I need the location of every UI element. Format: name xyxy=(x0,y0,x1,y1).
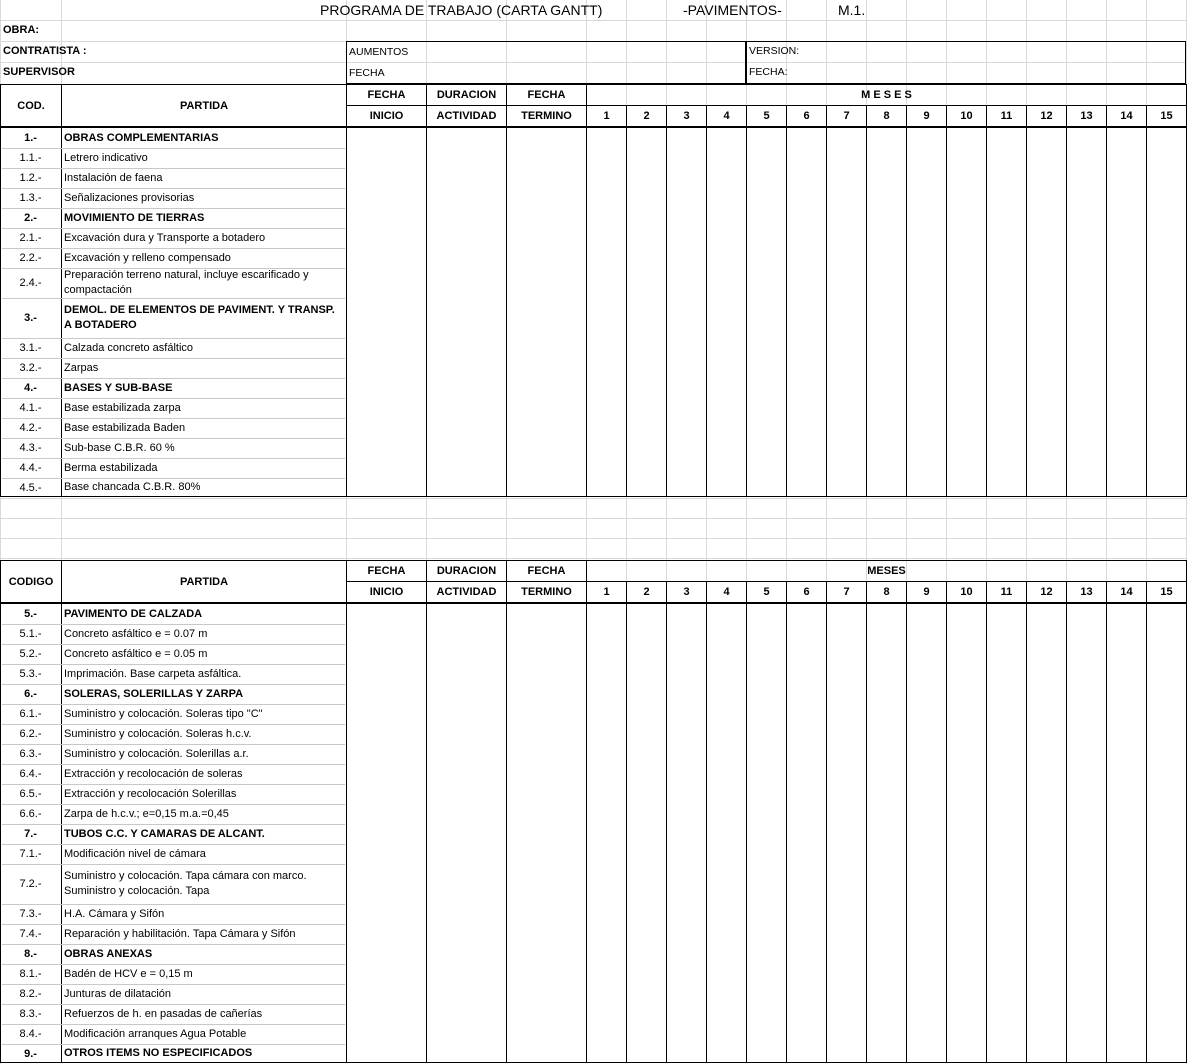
t1-row-partida: BASES Y SUB-BASE xyxy=(64,381,173,394)
t2-month-column-10[interactable] xyxy=(946,603,987,1063)
t1-row-code: 4.- xyxy=(24,382,37,394)
t1-row-code: 3.1.- xyxy=(19,342,42,354)
contratista-label: CONTRATISTA : xyxy=(3,45,87,57)
t2-row-partida: H.A. Cámara y Sifón xyxy=(64,907,165,920)
t1-month-column-2[interactable] xyxy=(626,127,667,497)
aumentos-label: AUMENTOS xyxy=(349,46,409,58)
t1-month-11: 11 xyxy=(986,105,1027,127)
t2-col-fecha-termino-top: FECHA xyxy=(506,560,587,582)
t1-row-partida: Excavación dura y Transporte a botadero xyxy=(64,231,266,244)
t2-month-9: 9 xyxy=(906,581,947,603)
t1-month-5: 5 xyxy=(746,105,787,127)
t1-month-9: 9 xyxy=(906,105,947,127)
t2-row-code: 7.- xyxy=(24,828,37,840)
t1-month-13: 13 xyxy=(1066,105,1107,127)
t1-row-code: 3.- xyxy=(24,312,37,324)
t1-col-code: COD. xyxy=(0,84,62,127)
t1-row-code: 4.5.- xyxy=(19,481,42,494)
t1-month-column-7[interactable] xyxy=(826,127,867,497)
t1-meses-header: M E S E S xyxy=(586,84,1187,106)
t2-row-code: 6.4.- xyxy=(19,768,42,780)
t2-month-15: 15 xyxy=(1146,581,1187,603)
t2-month-column-9[interactable] xyxy=(906,603,947,1063)
t2-date-column-3[interactable] xyxy=(506,603,587,1063)
t2-month-column-14[interactable] xyxy=(1106,603,1147,1063)
t1-row-partida: Excavación y relleno compensado xyxy=(64,251,231,264)
t2-col-fecha-inicio-bottom: INICIO xyxy=(346,581,427,603)
t2-row-code: 7.3.- xyxy=(19,908,42,920)
t1-col-fecha-inicio-top: FECHA xyxy=(346,84,427,106)
page-subtitle: -PAVIMENTOS- xyxy=(683,2,782,18)
t2-row-partida: Suministro y colocación. Soleras h.c.v. xyxy=(64,727,252,740)
t1-row-code: 1.3.- xyxy=(19,192,42,204)
t1-row-code: 4.4.- xyxy=(19,462,42,474)
t1-month-6: 6 xyxy=(786,105,827,127)
t1-month-column-6[interactable] xyxy=(786,127,827,497)
t2-row-code: 6.1.- xyxy=(19,708,42,720)
t2-row-partida: PAVIMENTO DE CALZADA xyxy=(64,607,203,620)
supervisor-label: SUPERVISOR xyxy=(3,66,75,78)
t1-month-column-9[interactable] xyxy=(906,127,947,497)
t2-month-14: 14 xyxy=(1106,581,1147,603)
t1-month-column-4[interactable] xyxy=(706,127,747,497)
t2-month-6: 6 xyxy=(786,581,827,603)
t2-month-4: 4 xyxy=(706,581,747,603)
t1-month-10: 10 xyxy=(946,105,987,127)
t2-row-code: 7.1.- xyxy=(19,848,42,860)
sheet-code: M.1. xyxy=(838,2,866,18)
t1-row-code: 4.3.- xyxy=(19,442,42,454)
t1-row-code: 4.2.- xyxy=(19,422,42,434)
t2-month-5: 5 xyxy=(746,581,787,603)
t1-row-partida: Zarpas xyxy=(64,361,99,374)
t1-row-partida: Letrero indicativo xyxy=(64,151,148,164)
t2-row-code: 6.3.- xyxy=(19,748,42,760)
t2-row-code: 8.3.- xyxy=(19,1008,42,1020)
t2-month-column-3[interactable] xyxy=(666,603,707,1063)
t1-row-code: 2.- xyxy=(24,212,37,224)
t2-row-code: 5.- xyxy=(24,608,37,620)
t2-month-13: 13 xyxy=(1066,581,1107,603)
t2-row-partida: SOLERAS, SOLERILLAS Y ZARPA xyxy=(64,687,244,700)
t1-row-code: 2.2.- xyxy=(19,252,42,264)
t2-month-12: 12 xyxy=(1026,581,1067,603)
t2-row-code: 6.- xyxy=(24,688,37,700)
t1-month-column-12[interactable] xyxy=(1026,127,1067,497)
t2-month-column-1[interactable] xyxy=(586,603,627,1063)
t1-row-code: 2.4.- xyxy=(19,277,42,289)
t2-month-column-7[interactable] xyxy=(826,603,867,1063)
t2-row-partida: Modificación arranques Agua Potable xyxy=(64,1027,247,1040)
t2-month-column-12[interactable] xyxy=(1026,603,1067,1063)
t2-row-code: 5.2.- xyxy=(19,648,42,660)
fecha-label: FECHA xyxy=(349,67,385,79)
t2-month-1: 1 xyxy=(586,581,627,603)
t2-month-2: 2 xyxy=(626,581,667,603)
t1-row-partida: Preparación terreno natural, incluye escarificado y compactación xyxy=(64,269,309,296)
t2-col-code: CODIGO xyxy=(0,560,62,603)
t1-col-partida: PARTIDA xyxy=(61,84,347,127)
obra-label: OBRA: xyxy=(3,24,40,36)
t2-month-column-4[interactable] xyxy=(706,603,747,1063)
t1-row-partida: Instalación de faena xyxy=(64,171,163,184)
t2-month-column-2[interactable] xyxy=(626,603,667,1063)
t1-col-duracion-top: DURACION xyxy=(426,84,507,106)
t2-row-code: 8.4.- xyxy=(19,1028,42,1040)
t2-row-partida: Junturas de dilatación xyxy=(64,987,172,1000)
t1-row-partida: Señalizaciones provisorias xyxy=(64,191,195,204)
t2-month-3: 3 xyxy=(666,581,707,603)
t2-row-partida: OTROS ITEMS NO ESPECIFICADOS xyxy=(64,1047,253,1059)
t2-row-partida: Badén de HCV e = 0,15 m xyxy=(64,967,193,980)
t2-col-fecha-inicio-top: FECHA xyxy=(346,560,427,582)
version-box xyxy=(746,41,1186,84)
t2-row-code: 9.- xyxy=(24,1047,37,1060)
t1-month-column-10[interactable] xyxy=(946,127,987,497)
t2-col-partida: PARTIDA xyxy=(61,560,347,603)
t2-row-partida: Zarpa de h.c.v.; e=0,15 m.a.=0,45 xyxy=(64,807,229,820)
t1-row-partida: DEMOL. DE ELEMENTOS DE PAVIMENT. Y TRANSP. A BOTADERO xyxy=(64,304,335,331)
t2-col-fecha-termino-bottom: TERMINO xyxy=(506,581,587,603)
t1-row-partida: Base chancada C.B.R. 80% xyxy=(64,481,201,493)
t1-month-column-14[interactable] xyxy=(1106,127,1147,497)
t1-month-14: 14 xyxy=(1106,105,1147,127)
t2-month-column-8[interactable] xyxy=(866,603,907,1063)
t1-row-partida: Berma estabilizada xyxy=(64,461,158,474)
t2-row-code: 6.2.- xyxy=(19,728,42,740)
t1-month-column-1[interactable] xyxy=(586,127,627,497)
t2-date-column-2[interactable] xyxy=(426,603,507,1063)
t2-row-partida: OBRAS ANEXAS xyxy=(64,947,153,960)
fecha2-label: FECHA: xyxy=(749,66,788,78)
t2-row-code: 7.4.- xyxy=(19,928,42,940)
page-title: PROGRAMA DE TRABAJO (CARTA GANTT) xyxy=(320,2,603,18)
t1-row-partida: Calzada concreto asfáltico xyxy=(64,341,194,354)
t2-meses-header: MESES xyxy=(586,560,1187,582)
t1-month-column-11[interactable] xyxy=(986,127,1027,497)
t2-row-partida: Concreto asfáltico e = 0.05 m xyxy=(64,647,208,660)
t1-row-partida: OBRAS COMPLEMENTARIAS xyxy=(64,131,219,144)
t2-row-partida: Extracción y recolocación de soleras xyxy=(64,767,243,780)
t1-col-fecha-inicio-bottom: INICIO xyxy=(346,105,427,127)
t1-month-column-8[interactable] xyxy=(866,127,907,497)
t1-col-fecha-termino-top: FECHA xyxy=(506,84,587,106)
t1-date-column-1[interactable] xyxy=(346,127,427,497)
t1-row-code: 4.1.- xyxy=(19,402,42,414)
t1-month-2: 2 xyxy=(626,105,667,127)
t2-row-partida: Suministro y colocación. Tapa cámara con marco. Suministro y colocación. Tapa xyxy=(64,870,307,897)
t1-row-partida: Base estabilizada zarpa xyxy=(64,401,181,414)
t1-row-code: 1.1.- xyxy=(19,152,42,164)
t1-row-code: 1.- xyxy=(24,132,37,144)
t2-row-partida: Suministro y colocación. Soleras tipo "C" xyxy=(64,707,263,720)
t1-month-column-13[interactable] xyxy=(1066,127,1107,497)
t2-month-column-13[interactable] xyxy=(1066,603,1107,1063)
t1-month-8: 8 xyxy=(866,105,907,127)
t1-row-partida: Sub-base C.B.R. 60 % xyxy=(64,441,175,454)
t2-row-partida: Concreto asfáltico e = 0.07 m xyxy=(64,627,208,640)
t1-row-code: 2.1.- xyxy=(19,232,42,244)
t1-col-duracion-bottom: ACTIVIDAD xyxy=(426,105,507,127)
t2-row-code: 5.3.- xyxy=(19,668,42,680)
t2-row-code: 8.1.- xyxy=(19,968,42,980)
t2-month-8: 8 xyxy=(866,581,907,603)
t1-month-column-15[interactable] xyxy=(1146,127,1187,497)
t2-month-column-5[interactable] xyxy=(746,603,787,1063)
version-label: VERSION: xyxy=(749,45,800,57)
t2-month-column-6[interactable] xyxy=(786,603,827,1063)
t2-col-duracion-bottom: ACTIVIDAD xyxy=(426,581,507,603)
t2-row-partida: Reparación y habilitación. Tapa Cámara y Sifón xyxy=(64,927,296,940)
t1-row-code: 3.2.- xyxy=(19,362,42,374)
t1-month-12: 12 xyxy=(1026,105,1067,127)
t1-month-column-5[interactable] xyxy=(746,127,787,497)
t2-row-partida: Extracción y recolocación Solerillas xyxy=(64,787,237,800)
t2-month-column-15[interactable] xyxy=(1146,603,1187,1063)
t1-row-partida: Base estabilizada Baden xyxy=(64,421,186,434)
t2-month-column-11[interactable] xyxy=(986,603,1027,1063)
t2-row-code: 6.5.- xyxy=(19,788,42,800)
t2-row-code: 8.2.- xyxy=(19,988,42,1000)
t1-date-column-3[interactable] xyxy=(506,127,587,497)
t1-row-partida: MOVIMIENTO DE TIERRAS xyxy=(64,211,205,224)
t1-month-4: 4 xyxy=(706,105,747,127)
t2-row-code: 7.2.- xyxy=(19,878,42,890)
t2-month-10: 10 xyxy=(946,581,987,603)
t1-col-fecha-termino-bottom: TERMINO xyxy=(506,105,587,127)
t2-month-11: 11 xyxy=(986,581,1027,603)
t2-row-partida: Refuerzos de h. en pasadas de cañerías xyxy=(64,1007,263,1020)
t2-row-code: 6.6.- xyxy=(19,808,42,820)
t2-row-partida: Modificación nivel de cámara xyxy=(64,847,206,860)
t1-month-15: 15 xyxy=(1146,105,1187,127)
t2-row-partida: TUBOS C.C. Y CAMARAS DE ALCANT. xyxy=(64,827,265,840)
t2-row-partida: Imprimación. Base carpeta asfáltica. xyxy=(64,667,242,680)
t1-month-column-3[interactable] xyxy=(666,127,707,497)
t1-month-3: 3 xyxy=(666,105,707,127)
t2-col-duracion-top: DURACION xyxy=(426,560,507,582)
t1-date-column-2[interactable] xyxy=(426,127,507,497)
t2-row-partida: Suministro y colocación. Solerillas a.r. xyxy=(64,747,249,760)
t2-date-column-1[interactable] xyxy=(346,603,427,1063)
t1-month-1: 1 xyxy=(586,105,627,127)
t1-row-code: 1.2.- xyxy=(19,172,42,184)
t2-month-7: 7 xyxy=(826,581,867,603)
t2-row-code: 8.- xyxy=(24,948,37,960)
t2-row-code: 5.1.- xyxy=(19,628,42,640)
t1-month-7: 7 xyxy=(826,105,867,127)
